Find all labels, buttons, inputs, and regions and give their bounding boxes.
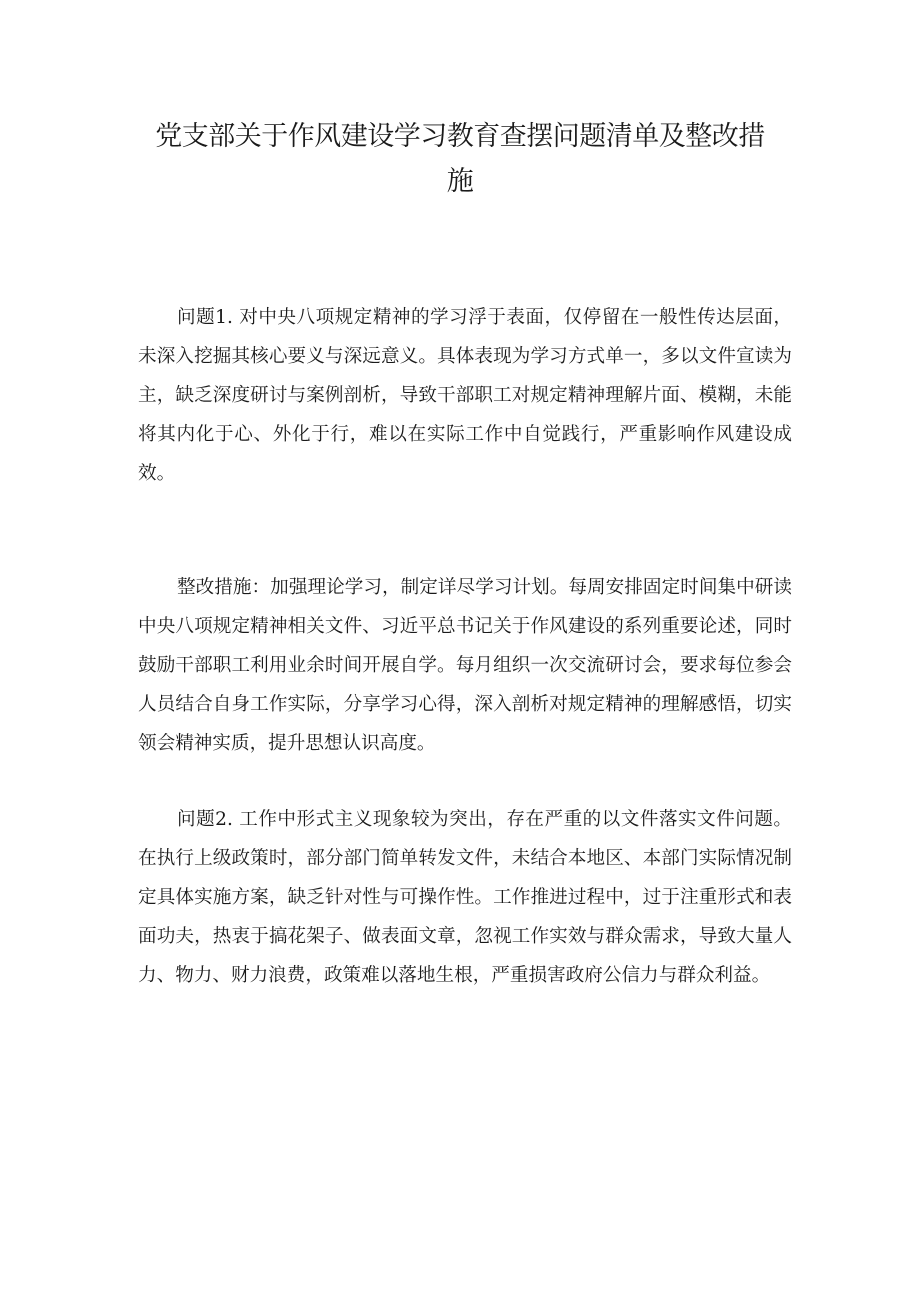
paragraph-rectification-measures: 整改措施：加强理论学习，制定详尽学习计划。每周安排固定时间集中研读中央八项规定精神相关文件、习近平总书记关于作风建设的系列重要论述，同时鼓励干部职工利用业余时间开展自学。每月组织一次交流研讨会，要求每位参会人员结合自身工作实际，分享学习心得，深入剖析对规定精神的理解感悟，切实领会精神实质，提升思想认识高度。 [138, 577, 792, 754]
document-title: 党支部关于作风建设学习教育查摆问题清单及整改措施 [155, 121, 765, 197]
paragraph-problem-1: 问题1. 对中央八项规定精神的学习浮于表面，仅停留在一般性传达层面，未深入挖掘其核心要义与深远意义。具体表现为学习方式单一，多以文件宣读为主，缺乏深度研讨与案例剖析，导致干部职工对规定精神理解片面、模糊，未能将其内化于心、外化于行，难以在实际工作中自觉践行，严重影响作风建设成效。 [138, 307, 792, 484]
paragraph-problem-2: 问题2. 工作中形式主义现象较为突出，存在严重的以文件落实文件问题。在执行上级政策时，部分部门简单转发文件，未结合本地区、本部门实际情况制定具体实施方案，缺乏针对性与可操作性。工作推进过程中，过于注重形式和表面功夫，热衷于搞花架子、做表面文章，忽视工作实效与群众需求，导致大量人力、物力、财力浪费，政策难以落地生根，严重损害政府公信力与群众利益。 [138, 809, 792, 986]
